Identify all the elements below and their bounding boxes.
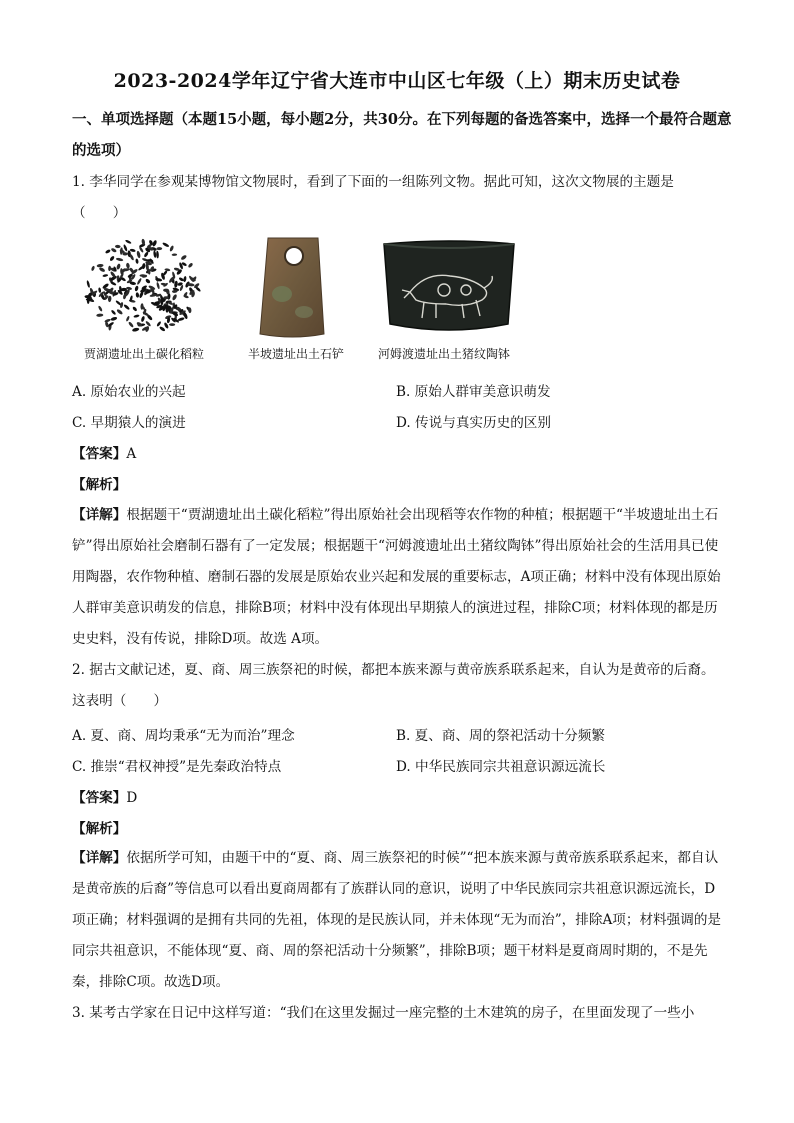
q1-answer <box>72 442 136 462</box>
answer-label: 【答案】 <box>72 790 127 806</box>
q2-analysis-label: 【解析】 <box>72 821 127 837</box>
figure-caption-3: 河姆渡遗址出土猪纹陶钵 <box>378 347 511 361</box>
question-1-stem-line1: 1. 李华同学在参观某博物馆文物展时，看到了下面的一组陈列文物。据此可知，这次文物展的主题是 <box>72 174 674 190</box>
question-2-stem: 2. 据古文献记述，夏、商、周三族祭祀的时候，都把本族来源与黄帝族系联系起来，自认为是黄帝的后裔。这表明（ ） <box>72 662 715 709</box>
q2-option-c[interactable]: C. 推崇“君权神授”是先秦政治特点 <box>72 759 282 775</box>
q1-detail <box>72 500 724 655</box>
q1-option-b[interactable]: B. 原始人群审美意识萌发 <box>396 384 551 400</box>
q1-analysis-label: 【解析】 <box>72 477 127 493</box>
q2-option-a[interactable]: A. 夏、商、周均秉承“无为而治”理念 <box>72 728 295 744</box>
question-1-stem <box>72 167 724 229</box>
rice-grains-image <box>80 236 204 344</box>
q2-option-b[interactable]: B. 夏、商、周的祭祀活动十分频繁 <box>396 728 605 744</box>
q2-detail-text: 依据所学可知，由题干中的“夏、商、周三族祭祀的时候”“把本族来源与黄帝族系联系起来，都自认是黄帝族的后裔”等信息可以看出夏商周都有了族群认同的意识，说明了中华民族同宗共祖意识源远流长，D项正确；材料强调的是拥有共同的先祖，体现的是民族认同，并未体现“无为而治”，排除A项；材料强调的是同宗共祖意识，不能体现“夏、商、周的祭祀活动十分频繁”，排除B项；题干材料是夏商周时期的，不是先秦，排除C项。故选D项。 <box>72 850 722 990</box>
question-1-figures <box>72 232 552 372</box>
question-1-stem-line2: （ ） <box>72 205 127 221</box>
q2-detail <box>72 843 724 998</box>
q1-detail-text: 根据题干“贾湖遗址出土碳化稻粒”得出原始社会出现稻等农作物的种植；根据题干“半坡遗址出土石铲”得出原始社会磨制石器有了一定发展；根据题干“河姆渡遗址出土猪纹陶钵”得出原始社会的生活用具已使用陶器，农作物种植、磨制石器的发展是原始农业兴起和发展的重要标志，A项正确；材料中没有体现出原始人群审美意识萌发的信息，排除B项；材料中没有体现出早期猿人的演进过程，排除C项；材料体现的都是历史史料，没有传说，排除D项。故选 A项。 <box>72 507 721 647</box>
stone-spade-image <box>252 234 334 346</box>
q2-answer <box>72 786 137 806</box>
question-3-stem: 3. 某考古学家在日记中这样写道：“我们在这里发掘过一座完整的土木建筑的房子，在里面发现了一些小 <box>72 1005 695 1021</box>
answer-label: 【答案】 <box>72 446 127 462</box>
pottery-bowl-image <box>380 238 518 342</box>
q1-answer-value: A <box>126 446 137 462</box>
page-title: 2023-2024学年辽宁省大连市中山区七年级（上）期末历史试卷 <box>113 70 681 92</box>
figure-caption-2: 半坡遗址出土石铲 <box>248 347 345 361</box>
q2-option-d[interactable]: D. 中华民族同宗共祖意识源远流长 <box>396 759 606 775</box>
q1-option-a[interactable]: A. 原始农业的兴起 <box>72 384 186 400</box>
section-heading: 一、单项选择题（本题15小题，每小题2分，共30分。在下列每题的备选答案中，选择一个最符合题意的选项） <box>72 111 732 159</box>
q1-option-d[interactable]: D. 传说与真实历史的区别 <box>396 415 551 431</box>
q1-option-c[interactable]: C. 早期猿人的演进 <box>72 415 186 431</box>
detail-label: 【详解】 <box>72 507 127 523</box>
figure-caption-1: 贾湖遗址出土碳化稻粒 <box>84 347 205 361</box>
detail-label: 【详解】 <box>72 850 127 866</box>
q2-answer-value: D <box>126 790 138 806</box>
